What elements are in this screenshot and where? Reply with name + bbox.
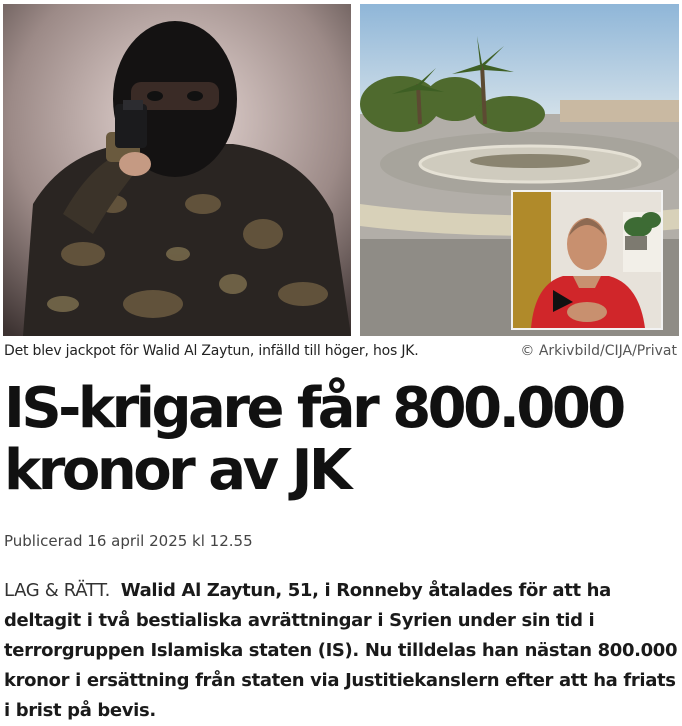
photo-credit: © Arkivbild/CIJA/Privat [520,343,677,359]
roundabout-photo [360,4,679,336]
section-label[interactable]: LAG & RÄTT. [4,580,110,601]
lead-text: Walid Al Zaytun, 51, i Ronneby åtalades för att ha deltagit i två bestialiska avrättningar i Syrien under sin tid i terrorgruppen Islamiska staten (IS). Nu tilldelas han nästan 800.000 kronor i ersättning från staten via Justitiekanslern efter att ha friats i brist på bevis. [4,580,678,721]
article-lead [4,576,680,726]
publish-date: Publicerad 16 april 2025 kl 12.55 [4,532,253,550]
article-headline: IS-krigare får 800.000 kronor av JK [4,376,623,503]
photo-caption: Det blev jackpot för Walid Al Zaytun, infälld till höger, hos JK. [4,343,419,359]
photo-strip [3,4,679,336]
inset-portrait [511,190,663,330]
photo-caption-row [4,343,677,363]
masked-fighter-photo [3,4,351,336]
